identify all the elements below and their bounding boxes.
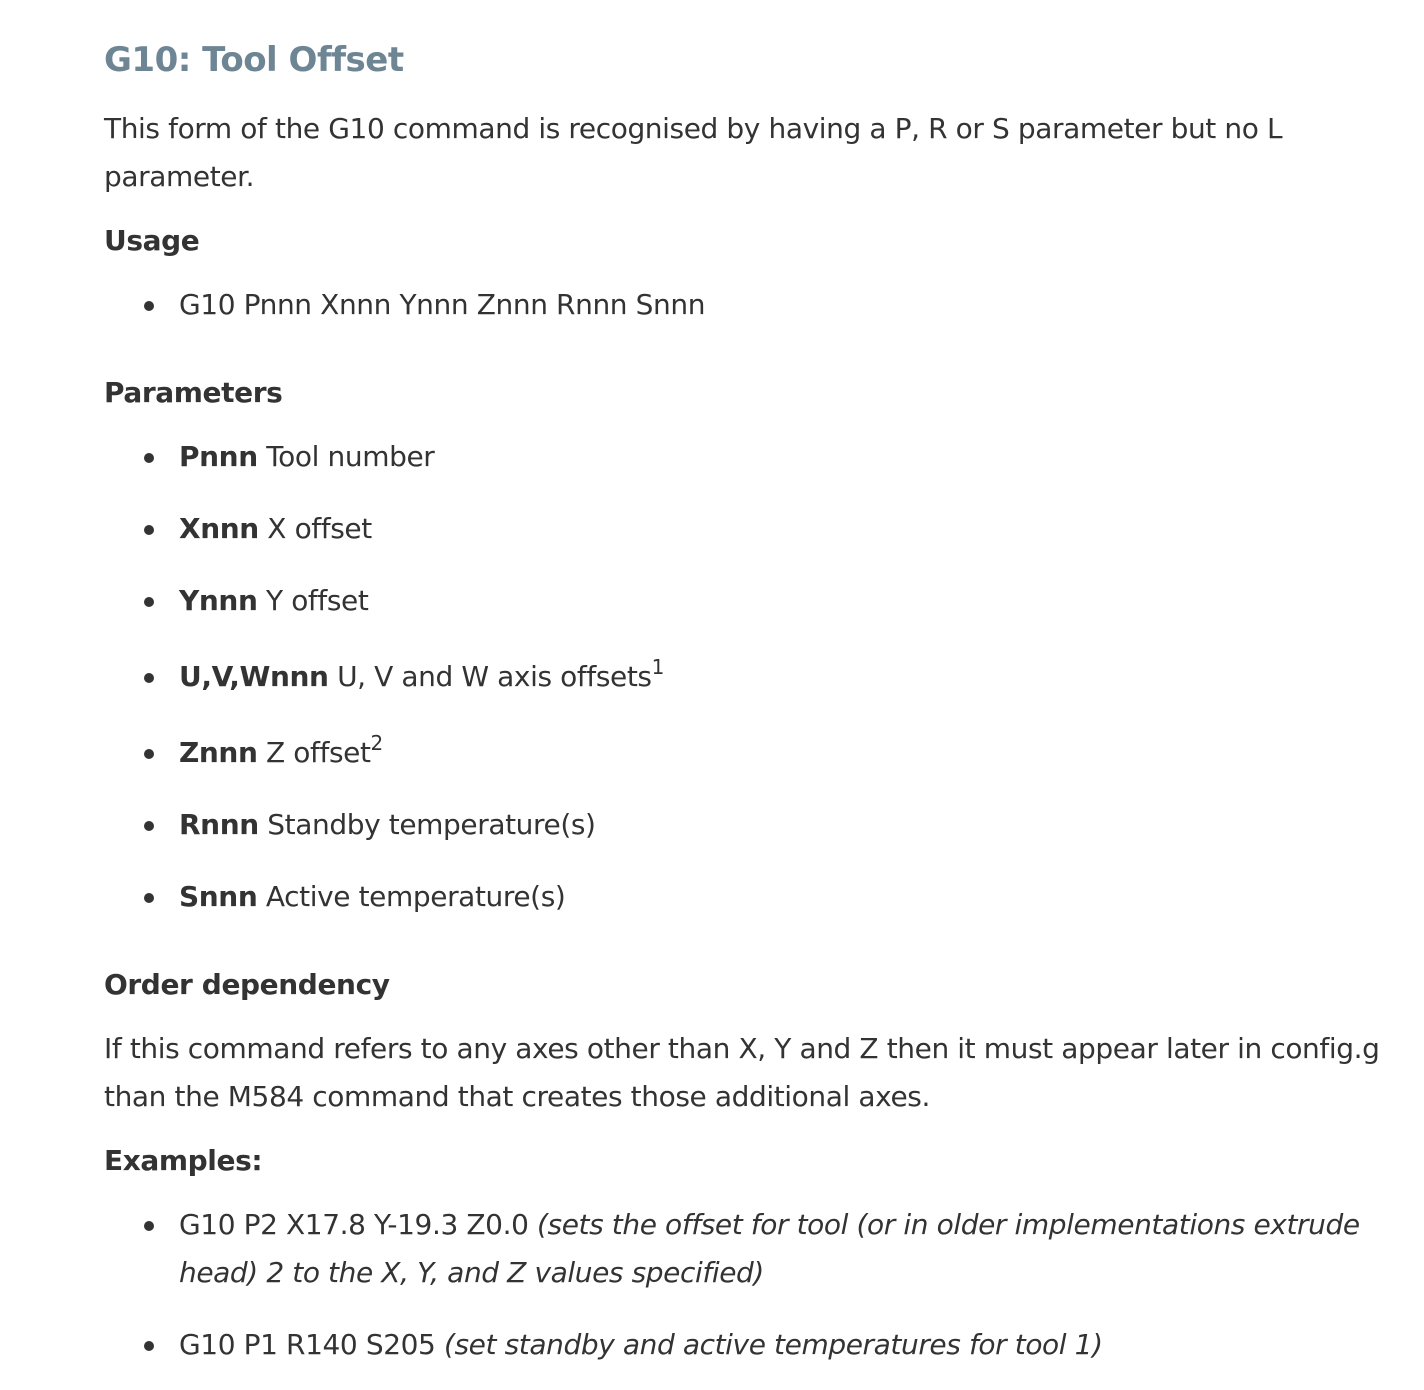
parameter-item-z	[104, 729, 1394, 777]
example-item	[104, 1321, 1394, 1369]
examples-heading: Examples:	[104, 1144, 263, 1177]
parameter-name: Xnnn	[179, 512, 259, 545]
example-code: G10 P1 R140 S205	[179, 1328, 444, 1361]
page-title: G10: Tool Offset	[104, 40, 404, 80]
parameter-desc: Tool number	[257, 440, 435, 473]
parameter-desc: Active temperature(s)	[257, 880, 566, 913]
usage-heading: Usage	[104, 224, 200, 257]
parameter-item-uvw	[104, 653, 1394, 701]
parameter-desc: X offset	[258, 512, 372, 545]
example-item	[104, 1201, 1394, 1297]
parameter-item-y	[104, 577, 1394, 625]
parameter-name: Znnn	[179, 736, 258, 769]
parameters-heading: Parameters	[104, 376, 283, 409]
parameter-desc: Standby temperature(s)	[258, 808, 596, 841]
example-code: G10 P2 X17.8 Y-19.3 Z0.0	[179, 1208, 537, 1241]
example-note: (sets the offset for tool (or in older implementations extrude head) 2 to the X, Y, and Z values specified)	[179, 1208, 1360, 1289]
order-dependency-heading: Order dependency	[104, 968, 390, 1001]
parameter-name: U,V,Wnnn	[179, 660, 329, 693]
parameter-name: Pnnn	[179, 440, 258, 473]
example-note: (set standby and active temperatures for tool 1)	[443, 1328, 1103, 1361]
parameter-name: Ynnn	[179, 584, 258, 617]
parameter-name: Rnnn	[179, 808, 259, 841]
parameter-name: Snnn	[179, 880, 258, 913]
parameter-item-s	[104, 873, 1394, 921]
parameter-desc: Y offset	[257, 584, 369, 617]
footnote-ref-1[interactable]: 1	[651, 654, 664, 679]
footnote-ref-2[interactable]: 2	[370, 730, 383, 755]
intro-paragraph: This form of the G10 command is recognised by having a P, R or S parameter but no L parameter.	[104, 112, 1283, 193]
parameter-desc: U, V and W axis offsets	[328, 660, 652, 693]
parameter-desc: Z offset	[257, 736, 371, 769]
parameter-item-x	[104, 505, 1394, 553]
order-dependency-paragraph: If this command refers to any axes other than X, Y and Z then it must appear later in config.g than the M584 command that creates those additional axes.	[104, 1032, 1380, 1113]
usage-item: G10 Pnnn Xnnn Ynnn Znnn Rnnn Snnn	[104, 281, 1394, 329]
parameter-item-r	[104, 801, 1394, 849]
parameter-item-p	[104, 433, 1394, 481]
